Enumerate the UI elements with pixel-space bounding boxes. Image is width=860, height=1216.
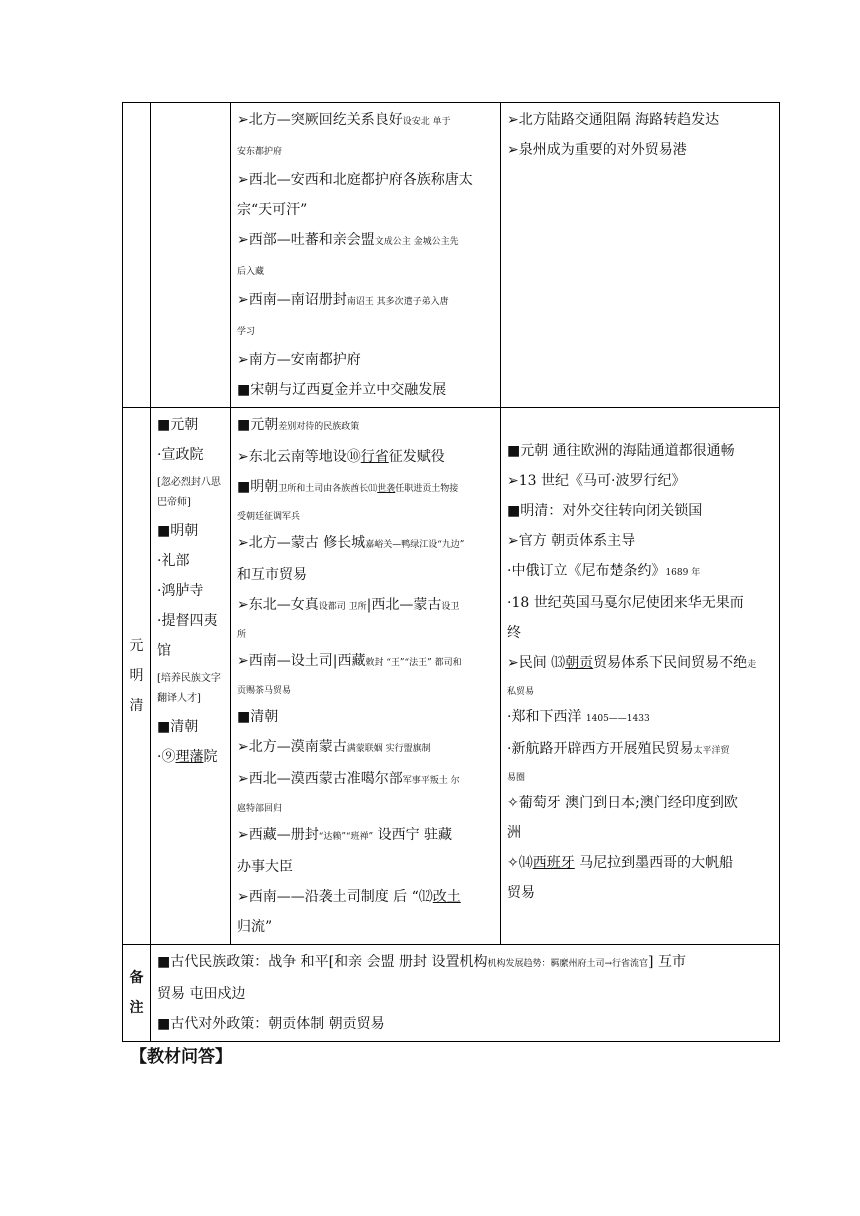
period-char: 明 <box>129 668 144 684</box>
policy-line: ➢南方—安南都护府 <box>237 352 361 368</box>
relation-line: ■元朝 通往欧洲的海陆通道都很通畅 <box>507 443 735 459</box>
remark-line: ■古代对外政策：朝贡体制 朝贡贸易 <box>157 1016 385 1032</box>
institution-note: [忽必烈封八思巴帝师] <box>157 477 221 508</box>
policy-line: ➢北方—蒙古 修长城嘉峪关—鸭绿江设“九边” <box>237 535 465 551</box>
institution-line: ■清朝 <box>157 719 199 735</box>
institution-line: ·宣政院 <box>157 447 204 463</box>
policy-line: 办事大臣 <box>237 859 293 875</box>
relation-line: 易圈 <box>507 773 526 783</box>
relation-line: 私贸易 <box>507 687 535 697</box>
institution-cell-empty <box>151 103 231 408</box>
relation-line: ·中俄订立《尼布楚条约》1689 年 <box>507 563 701 579</box>
policy-line: ➢西南——沿袭土司制度 后 “⑿改土 <box>237 889 461 905</box>
policy-line: ➢西北—漠西蒙古准噶尔部军事平叛土 尔 <box>237 771 460 787</box>
policy-line: 安东都护府 <box>237 147 283 157</box>
foreign-relations-cell <box>501 103 780 408</box>
institution-line: ·鸿胪寺 <box>157 583 204 599</box>
relation-line: ·18 世纪英国马戛尔尼使团来华无果而 <box>507 595 744 611</box>
policy-line: ■宋朝与辽西夏金并立中交融发展 <box>237 382 447 398</box>
relation-line: ✧葡萄牙 澳门到日本;澳门经印度到欧 <box>507 795 738 811</box>
period-cell-empty <box>123 103 151 408</box>
relation-line: ➢13 世纪《马可·波罗行纪》 <box>507 473 686 489</box>
remark-label: 备 注 <box>123 945 151 1042</box>
policy-line: ➢西北—安西和北庭都护府各族称唐太 <box>237 172 473 188</box>
period-char: 元 <box>129 638 144 654</box>
institution-line: ·礼部 <box>157 553 190 569</box>
ethnic-policy-cell <box>231 408 501 945</box>
relation-line: ➢民间 ⒀朝贡贸易体系下民间贸易不绝走 <box>507 655 757 671</box>
policy-line: ➢西部—吐蕃和亲会盟文成公主 金城公主先 <box>237 232 459 248</box>
remark-line: ■古代民族政策：战争 和平[和亲 会盟 册封 设置机构机构发展趋势：羁縻州府土司→行省流官] 互市 <box>157 954 686 970</box>
policy-line: 学习 <box>237 327 256 337</box>
period-char: 清 <box>129 698 144 714</box>
policy-line: ■清朝 <box>237 709 279 725</box>
policy-line: ➢西南—南诏册封南诏王 其多次遣子弟入唐 <box>237 292 449 308</box>
relation-line: 洲 <box>507 825 521 841</box>
table-row <box>123 103 780 408</box>
policy-line: ■明朝卫所和土司由各族酋长⑾世袭任职进贡土物接 <box>237 479 459 495</box>
relation-line: ·郑和下西洋 1405——1433 <box>507 709 650 725</box>
ethnic-policy-cell <box>231 103 501 408</box>
relation-line <box>507 410 773 436</box>
foreign-relations-cell <box>501 408 780 945</box>
institution-line: ·提督四夷馆 <box>157 613 218 659</box>
policy-line: ➢东北—女真设都司 卫所|西北—蒙古设卫 <box>237 597 460 613</box>
institution-note: [培养民族文字翻译人才] <box>157 673 221 704</box>
institution-cell <box>151 408 231 945</box>
relation-line: ·新航路开辟西方开展殖民贸易太平洋贸 <box>507 741 730 757</box>
relation-line: ✧⒁西班牙 马尼拉到墨西哥的大帆船 <box>507 855 734 871</box>
remark-line: 贸易 屯田戍边 <box>157 986 246 1002</box>
policy-line: ➢北方—突厥回纥关系良好设安北 单于 <box>237 112 451 128</box>
relation-line: 终 <box>507 625 521 641</box>
policy-line: 所 <box>237 630 247 640</box>
policy-line: ➢北方—漠南蒙古满蒙联姻 实行盟旗制 <box>237 739 431 755</box>
remark-row <box>123 945 780 1042</box>
policy-line: 归流” <box>237 919 273 935</box>
period-cell <box>123 408 151 945</box>
policy-line: 扈特部回归 <box>237 804 283 814</box>
relation-line: 贸易 <box>507 885 535 901</box>
policy-line: ➢东北云南等地设⑩行省征发赋役 <box>237 449 445 465</box>
remark-content <box>151 945 780 1042</box>
policy-line: 后入藏 <box>237 267 265 277</box>
relation-line: ■明清：对外交往转向闭关锁国 <box>507 503 703 519</box>
policy-line: 宗“天可汗” <box>237 202 308 218</box>
relation-line: ➢北方陆路交通阻隔 海路转趋发达 <box>507 112 720 128</box>
table-row <box>123 408 780 945</box>
policy-line: ➢西南—设土司|西藏敕封 “王”“法王” 都司和 <box>237 653 462 669</box>
history-table <box>122 102 780 1042</box>
institution-line: ■明朝 <box>157 523 199 539</box>
section-heading: 【教材问答】 <box>130 1047 232 1067</box>
institution-line: ■元朝 <box>157 417 199 433</box>
policy-line: ➢西藏—册封“达赖”“班禅” 设西宁 驻藏 <box>237 827 453 843</box>
policy-line: 和互市贸易 <box>237 567 307 583</box>
relation-line: ➢泉州成为重要的对外贸易港 <box>507 142 687 158</box>
policy-line: ■元朝差别对待的民族政策 <box>237 417 360 433</box>
institution-line: ·⑨理藩院 <box>157 749 218 765</box>
relation-line: ➢官方 朝贡体系主导 <box>507 533 636 549</box>
policy-line: 受朝廷征调军兵 <box>237 512 301 522</box>
policy-line: 贡赐茶马贸易 <box>237 686 292 696</box>
